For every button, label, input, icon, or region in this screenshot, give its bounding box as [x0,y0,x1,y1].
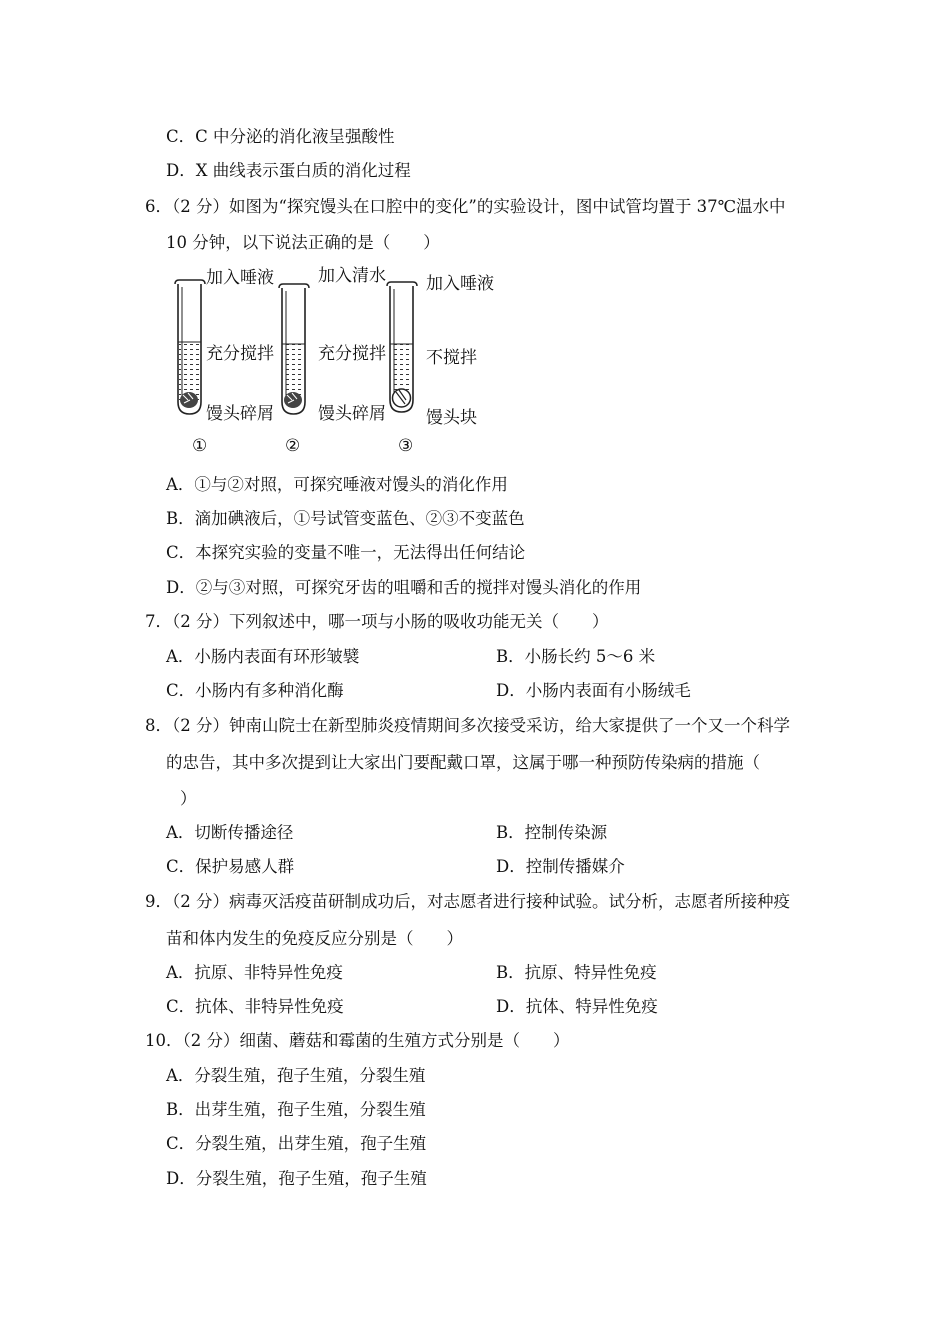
q5-option-c: C．C 中分泌的消化液呈强酸性 [166,127,395,146]
q9-option-c: C．抗体、非特异性免疫 [166,997,344,1016]
tube1-number: ① [192,436,208,456]
q6-stem-line2: 10 分钟，以下说法正确的是（ ） [166,233,440,252]
q6-option-d: D．②与③对照，可探究牙齿的咀嚼和舌的搅拌对馒头消化的作用 [166,578,642,597]
tube2-top-label: 加入清水 [318,266,386,286]
test-tube-figure [166,262,506,462]
q9-stem-line2: 苗和体内发生的免疫反应分别是（ ） [166,929,463,948]
q8-stem-line2: 的忠告，其中多次提到让大家出门要配戴口罩，这属于哪一种预防传染病的措施（ [166,753,760,772]
q7-option-b: B．小肠长约 5～6 米 [496,647,656,666]
tube2-number: ② [285,436,301,456]
q10-option-c: C．分裂生殖，出芽生殖，孢子生殖 [166,1134,427,1153]
q9-option-d: D．抗体、特异性免疫 [496,997,658,1016]
q6-option-b: B．滴加碘液后，①号试管变蓝色、②③不变蓝色 [166,509,525,528]
q7-option-c: C．小肠内有多种消化酶 [166,681,344,700]
q10-stem: 10．（2 分）细菌、蘑菇和霉菌的生殖方式分别是（ ） [145,1031,570,1050]
q8-stem-line1: 8．（2 分）钟南山院士在新型肺炎疫情期间多次接受采访，给大家提供了一个又一个科学 [145,716,790,735]
q8-option-c: C．保护易感人群 [166,857,295,876]
tube1-top-label: 加入唾液 [206,268,274,288]
tube-2 [279,284,309,414]
q6-option-a: A．①与②对照，可探究唾液对馒头的消化作用 [166,475,508,494]
q5-option-d: D．X 曲线表示蛋白质的消化过程 [166,161,411,180]
tube2-mid-label: 充分搅拌 [318,344,386,364]
tube3-top-label: 加入唾液 [426,274,494,294]
q9-option-b: B．抗原、特异性免疫 [496,963,657,982]
tube3-mid-label: 不搅拌 [426,348,477,368]
tube1-mid-label: 充分搅拌 [206,344,274,364]
tube3-number: ③ [398,436,414,456]
q8-option-d: D．控制传播媒介 [496,857,625,876]
q7-stem: 7．（2 分）下列叙述中，哪一项与小肠的吸收功能无关（ ） [145,612,609,631]
q10-option-a: A．分裂生殖，孢子生殖，分裂生殖 [166,1066,426,1085]
q7-option-a: A．小肠内表面有环形皱襞 [166,647,360,666]
q8-option-a: A．切断传播途径 [166,823,294,842]
tube-1 [175,280,205,414]
q6-option-c: C．本探究实验的变量不唯一，无法得出任何结论 [166,543,526,562]
q10-option-d: D．分裂生殖，孢子生殖，孢子生殖 [166,1169,427,1188]
q7-option-d: D．小肠内表面有小肠绒毛 [496,681,691,700]
q8-stem-line3: ） [180,789,197,808]
q6-stem-line1: 6．（2 分）如图为“探究馒头在口腔中的变化”的实验设计，图中试管均置于 37℃温水中 [145,197,786,216]
q9-option-a: A．抗原、非特异性免疫 [166,963,343,982]
q8-option-b: B．控制传染源 [496,823,608,842]
tube-3 [387,282,417,412]
q9-stem-line1: 9．（2 分）病毒灭活疫苗研制成功后，对志愿者进行接种试验。试分析，志愿者所接种疫 [145,892,790,911]
tube1-bottom-label: 馒头碎屑 [206,404,274,424]
tube3-bottom-label: 馒头块 [426,408,477,428]
q10-option-b: B．出芽生殖，孢子生殖，分裂生殖 [166,1100,426,1119]
tube2-bottom-label: 馒头碎屑 [318,404,386,424]
